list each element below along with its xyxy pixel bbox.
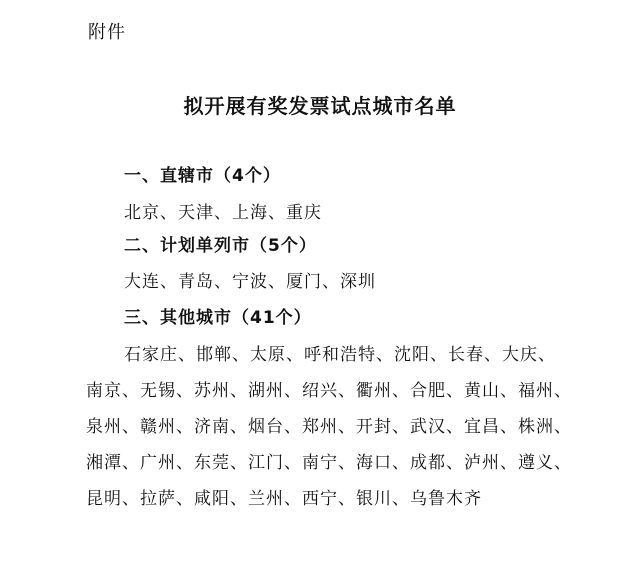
other-cities-line: 南京、无锡、苏州、湖州、绍兴、衢州、合肥、黄山、福州、	[86, 381, 572, 401]
document-title: 拟开展有奖发票试点城市名单	[183, 94, 457, 118]
section-heading-other-cities: 三、其他城市（41个）	[124, 308, 312, 328]
other-cities-line: 昆明、拉萨、咸阳、兰州、西宁、银川、乌鲁木齐	[86, 489, 482, 509]
other-cities-line: 石家庄、邯郸、太原、呼和浩特、沈阳、长春、大庆、	[124, 345, 556, 365]
other-cities-paragraph	[86, 337, 572, 517]
section-body-municipalities: 北京、天津、上海、重庆	[124, 203, 322, 223]
attachment-label: 附件	[88, 22, 126, 43]
section-heading-municipalities: 一、直辖市（4个）	[124, 166, 281, 186]
other-cities-line: 泉州、赣州、济南、烟台、郑州、开封、武汉、宜昌、株洲、	[86, 417, 572, 437]
other-cities-line: 湘潭、广州、东莞、江门、南宁、海口、成都、泸州、遵义、	[86, 453, 572, 473]
section-body-planned-cities: 大连、青岛、宁波、厦门、深圳	[124, 272, 376, 292]
section-heading-planned-cities: 二、计划单列市（5个）	[124, 236, 317, 256]
